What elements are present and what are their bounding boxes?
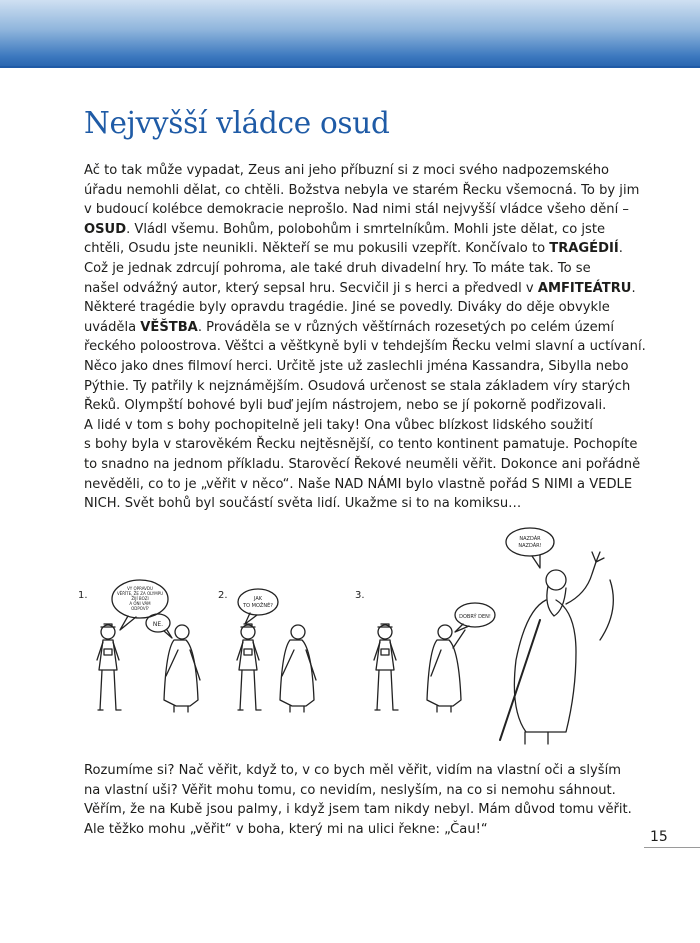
text-run: Něco jako dnes filmoví herci. Určitě jste už zaslechli jména Kassandra, Sibylla nebo <box>84 358 629 374</box>
bubble-text: TO MOŽNÉ? <box>243 603 273 609</box>
text-run: Věřím, že na Kubě jsou palmy, i když jsem tam nikdy nebyl. Mám důvod tomu věřit. <box>84 802 632 818</box>
bubble-text: A ONI VÁM <box>129 601 151 606</box>
text-run: úřadu nemohli dělat, co chtěli. Božstva nebyla ve starém Řecku všemocná. To by jim <box>84 182 640 198</box>
closing-paragraph <box>84 761 632 839</box>
tourist-figure <box>374 624 398 710</box>
text-run: . <box>618 241 623 257</box>
text-line <box>84 279 636 299</box>
bubble-text: VY OPRAVDU <box>127 586 153 591</box>
tourist-figure <box>237 624 261 710</box>
comic-strip <box>70 520 640 750</box>
text-line <box>84 800 632 820</box>
panel-number: 2. <box>218 590 228 601</box>
speech-bubble <box>506 528 554 556</box>
text-run: to snadno na jednom příkladu. Starověcí Řekové neuměli věřit. Dokonce ani pořádně <box>84 456 641 472</box>
text-run: s bohy byla v starověkém Řecku nejtěsnější, co tento kontinent pamatuje. Pochopíte <box>84 437 638 453</box>
bubble-text: VĚŘÍTE, ŽE ZA OLYMPU <box>116 591 164 596</box>
intro-paragraph <box>84 161 646 514</box>
text-run: Což je jednak zdrcují pohroma, ale také druh divadelní hry. To máte tak. To se <box>84 260 591 276</box>
text-line <box>84 239 624 259</box>
zeus-figure <box>500 552 613 744</box>
text-run: Pýthie. Ty patřily k nejznámějším. Osudová určenost se stala základem víry starých <box>84 378 631 394</box>
bubble-text: JAK <box>253 596 263 602</box>
text-run: nevěděli, co to je „věřit v něco“. Naše NAD NÁMI bylo vlastně pořád S NIMI a VEDLE <box>84 476 633 492</box>
text-run: Ač to tak může vypadat, Zeus ani jeho příbuzní si z moci svého nadpozemského <box>84 163 610 178</box>
bubble-text: NAZDÁR! <box>518 543 542 549</box>
greek-figure <box>164 625 200 712</box>
keyword: VĚŠTBA <box>140 319 198 335</box>
text-run: na vlastní uši? Věřit mohu tomu, co nevidím, neslyším, na co si nemohu sáhnout. <box>84 782 616 798</box>
text-line <box>84 298 624 318</box>
panel-number: 3. <box>355 590 365 601</box>
text-line <box>84 396 624 416</box>
page-number-rule <box>644 847 700 848</box>
keyword: OSUD <box>84 221 127 237</box>
text-line <box>84 181 640 201</box>
greek-figure <box>427 625 465 712</box>
text-line <box>84 416 624 436</box>
speech-bubble <box>238 589 278 615</box>
text-line <box>84 200 629 220</box>
text-run: Některé tragédie byly opravdu tragédie. Jiné se povedly. Diváky do děje obvykle <box>84 300 610 316</box>
bubble-text: ŽIJÍ BOZI <box>131 596 149 601</box>
keyword: TRAGÉDIÍ <box>549 241 619 257</box>
text-line <box>84 820 624 840</box>
text-run: v budoucí kolébce demokracie neprošlo. Nad nimi stál nejvyšší vládce všeho dění – <box>84 202 629 218</box>
text-run: řeckého poloostrova. Věštci a věštkyně byli v tehdejším Řecku velmi slavní a uctívaní. <box>84 339 646 355</box>
tourist-figure <box>97 624 121 710</box>
bubble-text: NE. <box>152 621 164 628</box>
page-title: Nejvyšší vládce osud <box>84 106 390 140</box>
greek-figure <box>280 625 316 712</box>
bubble-text: DOBRÝ DEN! <box>459 614 491 620</box>
text-run: Řeků. Olympští bohové byli buď jejím nástrojem, nebo se jí pokorně podřizovali. <box>84 398 607 414</box>
text-line <box>84 259 624 279</box>
text-line <box>84 357 629 377</box>
text-run: uváděla <box>84 319 141 335</box>
text-run: . Vládl všemu. Bohům, polobohům i smrtelníkům. Mohli jste dělat, co jste <box>126 221 606 237</box>
text-line <box>84 220 624 240</box>
text-line <box>84 761 624 781</box>
text-run: našel odvážný autor, který sepsal hru. Secvičil ji s herci a předvedl v <box>84 280 538 296</box>
header-divider <box>0 66 700 68</box>
bubble-text: ODPOVÍ? <box>131 606 149 611</box>
text-line <box>84 337 646 357</box>
text-run: . Prováděla se v různých věštírnách rozesetých po celém území <box>197 319 615 335</box>
header-band <box>0 0 700 66</box>
text-line <box>84 377 631 397</box>
text-run: . <box>631 280 636 296</box>
text-run: Ale těžko mohu „věřit“ v boha, který mi na ulici řekne: „Čau!“ <box>84 821 488 837</box>
text-run: A lidé v tom s bohy pochopitelně jeli taky! Ona vůbec blízkost lidského soužití <box>84 417 593 433</box>
text-line <box>84 494 624 514</box>
text-line <box>84 161 624 181</box>
text-run: chtěli, Osudu jste neunikli. Někteří se mu pokusili vzepřít. Končívalo to <box>84 241 550 257</box>
text-line <box>84 781 624 801</box>
text-run: NICH. Svět bohů byl součástí světa lidí. Ukažme si to na komiksu… <box>84 496 522 512</box>
text-line <box>84 435 638 455</box>
keyword: AMFITEÁTRU <box>537 280 632 296</box>
text-run: Rozumíme si? Nač věřit, když to, v co bych měl věřit, vidím na vlastní oči a slyším <box>84 763 621 778</box>
panel-number: 1. <box>78 590 88 601</box>
text-line <box>84 455 641 475</box>
page-number: 15 <box>650 829 668 845</box>
bubble-text: NAZDÁR <box>519 536 541 542</box>
text-line <box>84 318 624 338</box>
text-line <box>84 475 633 495</box>
